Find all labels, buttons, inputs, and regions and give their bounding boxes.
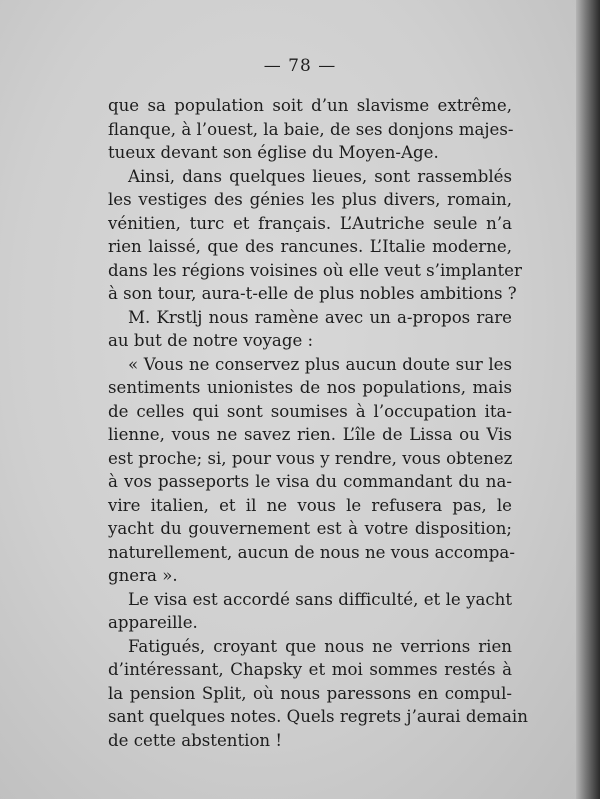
text-line: yacht du gouvernement est à votre disposition;	[108, 519, 512, 538]
text-line: gnera ».	[108, 566, 178, 585]
text-line: Fatigués, croyant que nous ne verrions rien	[128, 636, 512, 656]
text-line: que sa population soit d’un slavisme extrême,	[108, 96, 512, 115]
page-edge-shadow	[576, 0, 600, 799]
text-line: appareille.	[108, 613, 198, 632]
text-line: à son tour, aura-t-elle de plus nobles ambitions ?	[108, 284, 517, 303]
text-line: au but de notre voyage :	[108, 331, 314, 350]
text-line: flanque, à l’ouest, la baie, de ses donjons majes-	[108, 119, 514, 139]
body-text	[108, 94, 528, 752]
text-line: dans les régions voisines où elle veut s’implanter	[108, 260, 522, 280]
text-line: sentiments unionistes de nos populations, mais	[108, 378, 512, 397]
text-line: la pension Split, où nous paressons en compul-	[108, 683, 512, 703]
text-line: « Vous ne conservez plus aucun doute sur les	[128, 354, 512, 374]
text-line: les vestiges des génies les plus divers, romain,	[108, 190, 512, 209]
text-line: de cette abstention !	[108, 730, 283, 750]
text-line: M. Krstlj nous ramène avec un a-propos rare	[128, 307, 512, 327]
text-line: naturellement, aucun de nous ne vous accompa-	[108, 542, 515, 562]
page-number: — 78 —	[263, 56, 337, 76]
text-line: de celles qui sont soumises à l’occupation ita-	[108, 401, 512, 421]
text-line: sant quelques notes. Quels regrets j’aurai demain	[108, 707, 528, 726]
text-line: tueux devant son église du Moyen-Age.	[108, 143, 439, 162]
text-line: lienne, vous ne savez rien. L’île de Lissa ou Vis	[108, 425, 512, 444]
text-line: est proche; si, pour vous y rendre, vous obtenez	[108, 448, 513, 468]
text-line: vire italien, et il ne vous le refusera pas, le	[108, 495, 512, 515]
text-line: rien laissé, que des rancunes. L’Italie moderne,	[108, 237, 512, 256]
text-line: d’intéressant, Chapsky et moi sommes restés à	[108, 660, 512, 679]
text-line: Ainsi, dans quelques lieues, sont rassemblés	[128, 166, 512, 186]
text-line: vénitien, turc et français. L’Autriche seule n’a	[108, 213, 512, 233]
text-line: Le visa est accordé sans difficulté, et le yacht	[128, 589, 512, 609]
text-line: à vos passeports le visa du commandant du na-	[108, 472, 512, 491]
